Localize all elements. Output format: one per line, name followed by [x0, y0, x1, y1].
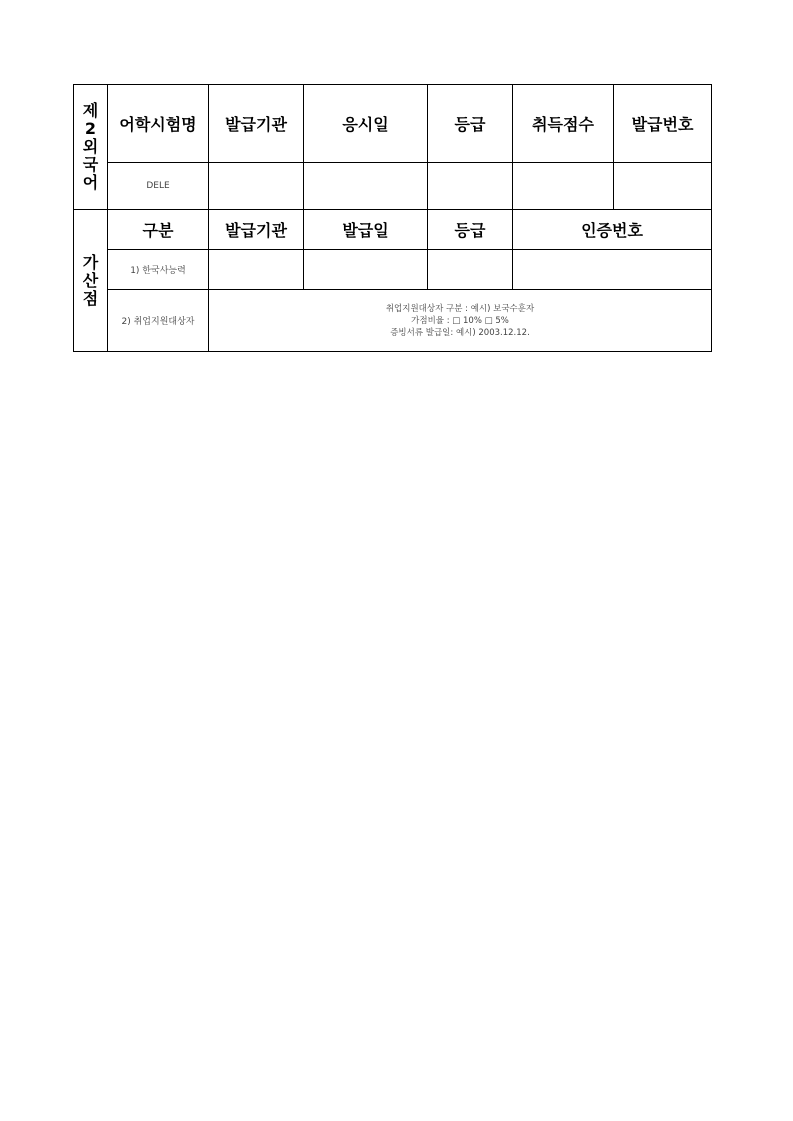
form-table [73, 84, 712, 352]
korean-history-issue-date-cell[interactable] [304, 250, 428, 290]
issue-number-cell[interactable] [614, 163, 712, 210]
header-issuer: 발급기관 [209, 210, 304, 250]
employment-support-category-note: 취업지원대상자 구분 : 예시) 보국수훈자 [385, 303, 535, 314]
korean-history-label: 1) 한국사능력 [108, 250, 209, 290]
side-char: 가 [82, 252, 99, 272]
side-char: 점 [82, 288, 99, 308]
header-grade: 등급 [428, 210, 513, 250]
header-issue-number: 발급번호 [614, 85, 712, 163]
side-char: 제 [82, 101, 99, 120]
header-issuer: 발급기관 [209, 85, 304, 163]
employment-support-notes[interactable] [209, 290, 712, 352]
header-category: 구분 [108, 210, 209, 250]
bonus-points-side-label [74, 210, 108, 352]
korean-history-cert-number-cell[interactable] [513, 250, 712, 290]
header-test-name: 어학시험명 [108, 85, 209, 163]
issuer-cell[interactable] [209, 163, 304, 210]
header-test-date: 응시일 [304, 85, 428, 163]
second-language-side-label [74, 85, 108, 210]
score-cell[interactable] [513, 163, 614, 210]
bonus-rate-note: 가점비율 : □ 10% □ 5% [411, 315, 509, 326]
document-issue-date-note: 증빙서류 발급일: 예시) 2003.12.12. [390, 327, 530, 338]
side-char: 국 [82, 155, 99, 174]
side-char: 산 [82, 270, 99, 290]
header-certification-number: 인증번호 [513, 210, 712, 250]
employment-support-label: 2) 취업지원대상자 [108, 290, 209, 352]
test-date-cell[interactable] [304, 163, 428, 210]
header-grade: 등급 [428, 85, 513, 163]
side-char: 2 [84, 119, 97, 138]
header-score: 취득점수 [513, 85, 614, 163]
korean-history-grade-cell[interactable] [428, 250, 513, 290]
grade-cell[interactable] [428, 163, 513, 210]
side-char: 어 [82, 173, 99, 192]
korean-history-issuer-cell[interactable] [209, 250, 304, 290]
header-issue-date: 발급일 [304, 210, 428, 250]
test-name-cell[interactable]: DELE [108, 163, 209, 210]
side-char: 외 [82, 137, 99, 156]
